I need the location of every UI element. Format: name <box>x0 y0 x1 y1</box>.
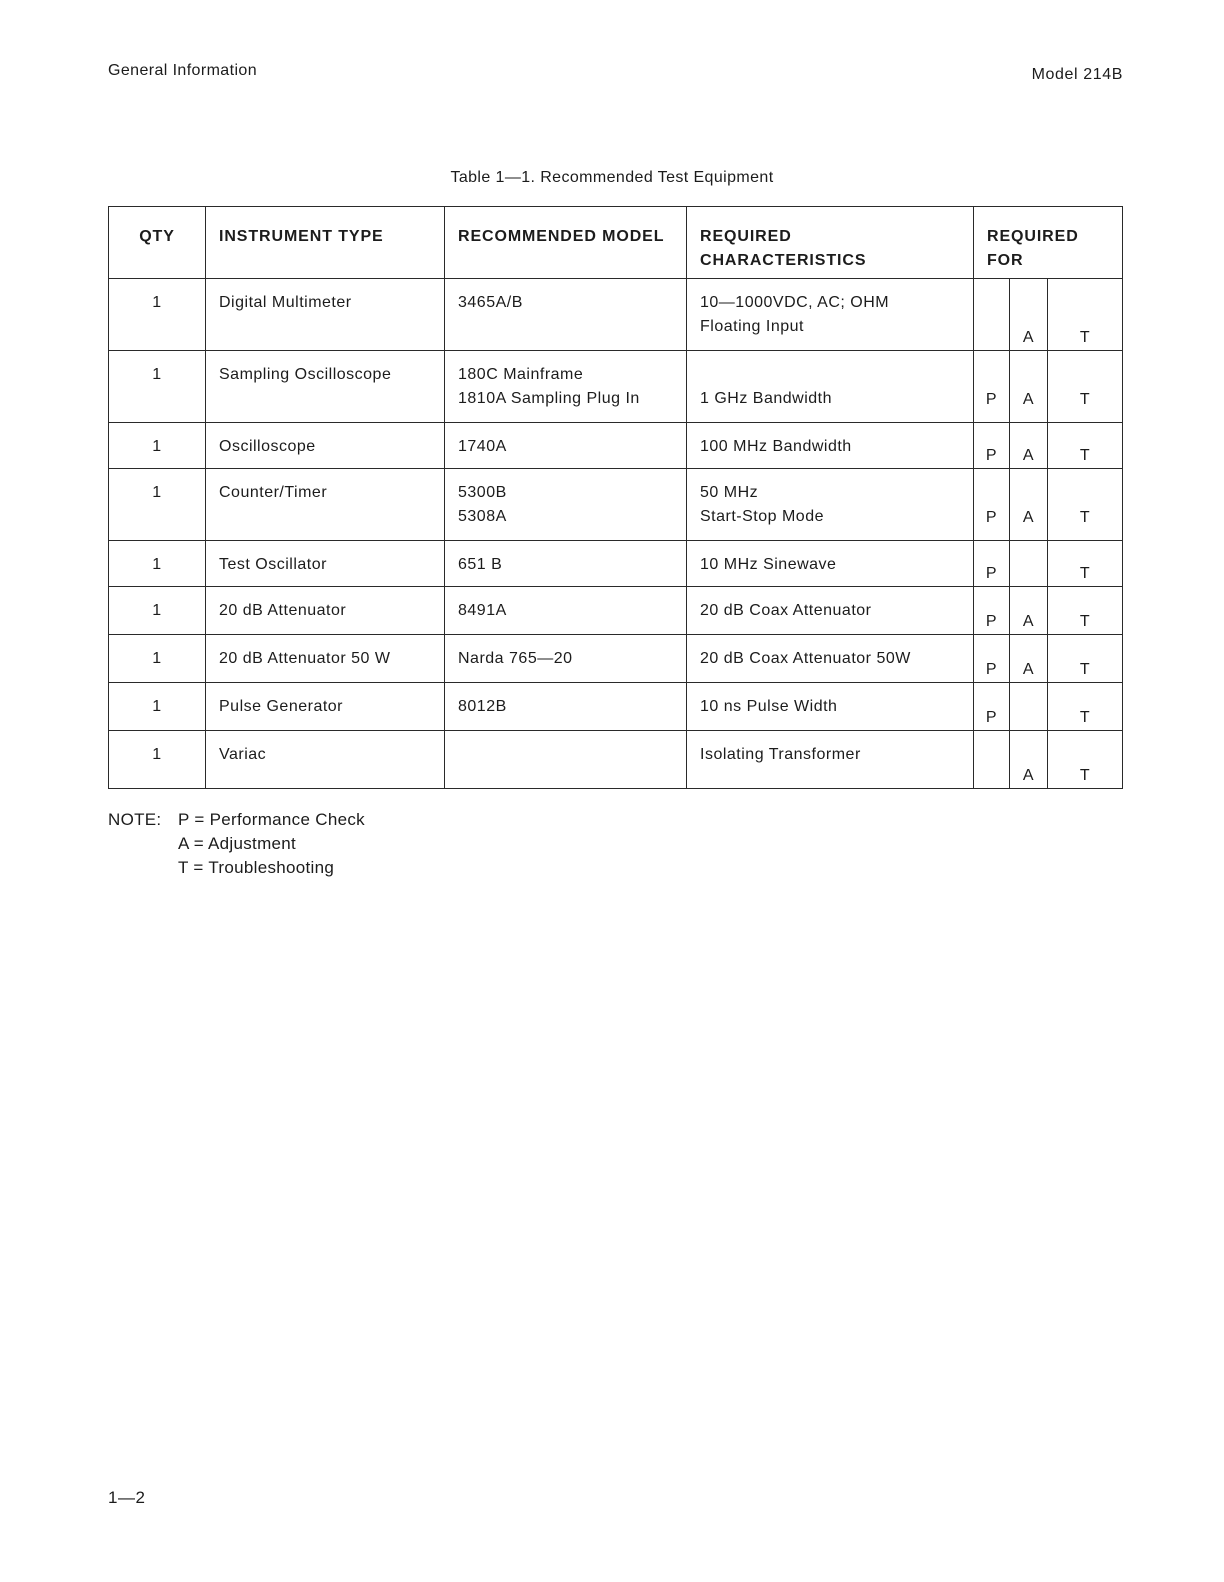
cell-required-for-p <box>974 541 1010 587</box>
cell-text: Test Oscillator <box>219 556 327 573</box>
table-row <box>109 351 1123 423</box>
cell-text: 651 B <box>458 556 503 573</box>
cell-text: Variac <box>219 746 267 763</box>
flag-text: T <box>1079 509 1091 526</box>
cell-qty <box>109 683 206 731</box>
flag-text: A <box>1022 447 1035 464</box>
flag-text: T <box>1079 661 1091 678</box>
cell-required-characteristics <box>687 683 974 731</box>
cell-required-for-p <box>974 683 1010 731</box>
table-header-row <box>109 207 1123 279</box>
cell-text: 10 ns Pulse Width <box>700 698 838 715</box>
cell-text: Counter/Timer <box>219 484 328 501</box>
flag-text: P <box>985 661 998 678</box>
cell-text: 8012B <box>458 698 507 715</box>
cell-recommended-model <box>445 587 687 635</box>
flag-text: A <box>1022 391 1035 408</box>
header-model: Model 214B <box>1031 66 1123 83</box>
cell-required-for-a <box>1010 279 1048 351</box>
cell-text <box>700 363 969 387</box>
cell-required-for-t <box>1048 731 1123 789</box>
cell-required-for-t <box>1048 279 1123 351</box>
cell-qty <box>109 587 206 635</box>
cell-required-for-p <box>974 351 1010 423</box>
col-header-qty: QTY <box>109 207 206 279</box>
cell-text: 1 <box>152 698 162 715</box>
cell-instrument-type <box>206 731 445 789</box>
table-row <box>109 731 1123 789</box>
table-row <box>109 279 1123 351</box>
flag-text: P <box>985 447 998 464</box>
cell-required-characteristics <box>687 541 974 587</box>
cell-instrument-type <box>206 683 445 731</box>
cell-instrument-type <box>206 279 445 351</box>
flag-text: T <box>1079 613 1091 630</box>
cell-instrument-type <box>206 587 445 635</box>
cell-required-for-p <box>974 469 1010 541</box>
note-line: T = Troubleshooting <box>178 858 335 877</box>
cell-required-for-p <box>974 635 1010 683</box>
cell-text: Narda 765—20 <box>458 650 573 667</box>
cell-required-for-t <box>1048 423 1123 469</box>
cell-required-for-t <box>1048 587 1123 635</box>
cell-text: 1 <box>152 438 162 455</box>
cell-text: Start-Stop Mode <box>700 508 824 525</box>
note-line: P = Performance Check <box>178 810 365 829</box>
test-equipment-table <box>108 206 1123 789</box>
cell-required-for-a <box>1010 683 1048 731</box>
cell-text: 10—1000VDC, AC; OHM <box>700 294 890 311</box>
cell-required-characteristics <box>687 351 974 423</box>
cell-instrument-type <box>206 469 445 541</box>
cell-text: 3465A/B <box>458 294 523 311</box>
cell-text: Pulse Generator <box>219 698 344 715</box>
cell-text: 20 dB Coax Attenuator <box>700 602 872 619</box>
cell-text: 1 <box>152 556 162 573</box>
cell-recommended-model <box>445 541 687 587</box>
cell-text: 1 <box>152 650 162 667</box>
cell-required-characteristics <box>687 423 974 469</box>
cell-qty <box>109 423 206 469</box>
cell-instrument-type <box>206 635 445 683</box>
cell-text: 1740A <box>458 438 507 455</box>
cell-qty <box>109 635 206 683</box>
table-row <box>109 469 1123 541</box>
flag-text: P <box>985 391 998 408</box>
cell-text: 10 MHz Sinewave <box>700 556 837 573</box>
flag-text: T <box>1079 565 1091 582</box>
cell-required-for-p <box>974 731 1010 789</box>
cell-required-characteristics <box>687 587 974 635</box>
cell-text: 1 <box>152 484 162 501</box>
table-row <box>109 587 1123 635</box>
table-row <box>109 683 1123 731</box>
table-row <box>109 423 1123 469</box>
flag-text: T <box>1079 391 1091 408</box>
cell-required-characteristics <box>687 731 974 789</box>
cell-required-for-p <box>974 423 1010 469</box>
cell-text: 1810A Sampling Plug In <box>458 390 640 407</box>
flag-text: T <box>1079 767 1091 784</box>
table-caption: Table 1—1. Recommended Test Equipment <box>450 169 774 186</box>
cell-text: Isolating Transformer <box>700 746 861 763</box>
cell-text: Digital Multimeter <box>219 294 352 311</box>
cell-instrument-type <box>206 351 445 423</box>
col-header-instrument-type: INSTRUMENT TYPE <box>206 207 445 279</box>
table-row <box>109 541 1123 587</box>
flag-text: T <box>1079 329 1091 346</box>
cell-text: Sampling Oscilloscope <box>219 366 392 383</box>
cell-recommended-model <box>445 635 687 683</box>
cell-text: 20 dB Attenuator <box>219 602 347 619</box>
cell-text: 100 MHz Bandwidth <box>700 438 852 455</box>
cell-text: 1 <box>152 602 162 619</box>
cell-qty <box>109 279 206 351</box>
header-section-title: General Information <box>108 62 258 79</box>
cell-text: 5308A <box>458 508 507 525</box>
cell-qty <box>109 351 206 423</box>
col-header-required-characteristics: REQUIRED CHARACTERISTICS <box>687 207 974 279</box>
cell-required-for-t <box>1048 541 1123 587</box>
cell-recommended-model <box>445 683 687 731</box>
note-line: A = Adjustment <box>178 834 297 853</box>
note-label: NOTE: <box>108 810 162 829</box>
cell-required-for-a <box>1010 541 1048 587</box>
cell-recommended-model <box>445 351 687 423</box>
cell-recommended-model <box>445 279 687 351</box>
cell-required-for-t <box>1048 683 1123 731</box>
cell-required-for-p <box>974 587 1010 635</box>
cell-recommended-model <box>445 731 687 789</box>
cell-required-for-a <box>1010 423 1048 469</box>
cell-text: 1 GHz Bandwidth <box>700 390 833 407</box>
col-header-required-for: REQUIRED FOR <box>974 207 1123 279</box>
cell-required-characteristics <box>687 635 974 683</box>
flag-text: T <box>1079 447 1091 464</box>
cell-instrument-type <box>206 541 445 587</box>
cell-required-characteristics <box>687 279 974 351</box>
cell-qty <box>109 469 206 541</box>
cell-required-for-t <box>1048 469 1123 541</box>
cell-recommended-model <box>445 469 687 541</box>
flag-text: A <box>1022 509 1035 526</box>
cell-required-for-a <box>1010 351 1048 423</box>
flag-text: A <box>1022 767 1035 784</box>
cell-text: 1 <box>152 294 162 311</box>
cell-recommended-model <box>445 423 687 469</box>
cell-text: 50 MHz <box>700 484 759 501</box>
cell-required-for-a <box>1010 587 1048 635</box>
cell-text: 1 <box>152 366 162 383</box>
flag-text: P <box>985 509 998 526</box>
table-row <box>109 635 1123 683</box>
cell-text: 180C Mainframe <box>458 366 584 383</box>
cell-text: 20 dB Attenuator 50 W <box>219 650 391 667</box>
cell-qty <box>109 731 206 789</box>
flag-text: P <box>985 613 998 630</box>
flag-text: T <box>1079 709 1091 726</box>
flag-text: A <box>1022 329 1035 346</box>
cell-instrument-type <box>206 423 445 469</box>
cell-required-for-a <box>1010 731 1048 789</box>
page-number: 1—2 <box>108 1488 146 1507</box>
cell-required-for-a <box>1010 469 1048 541</box>
flag-text: A <box>1022 613 1035 630</box>
cell-text: Oscilloscope <box>219 438 316 455</box>
cell-required-for-t <box>1048 635 1123 683</box>
cell-text <box>458 743 682 767</box>
cell-text: 20 dB Coax Attenuator 50W <box>700 650 911 667</box>
flag-text: P <box>985 565 998 582</box>
cell-text: 5300B <box>458 484 507 501</box>
flag-text: A <box>1022 661 1035 678</box>
cell-text: 1 <box>152 746 162 763</box>
col-header-recommended-model: RECOMMENDED MODEL <box>445 207 687 279</box>
cell-text: 8491A <box>458 602 507 619</box>
cell-required-characteristics <box>687 469 974 541</box>
cell-required-for-t <box>1048 351 1123 423</box>
cell-required-for-p <box>974 279 1010 351</box>
cell-text: Floating Input <box>700 318 804 335</box>
cell-required-for-a <box>1010 635 1048 683</box>
flag-text: P <box>985 709 998 726</box>
cell-qty <box>109 541 206 587</box>
legend-note <box>108 808 365 880</box>
